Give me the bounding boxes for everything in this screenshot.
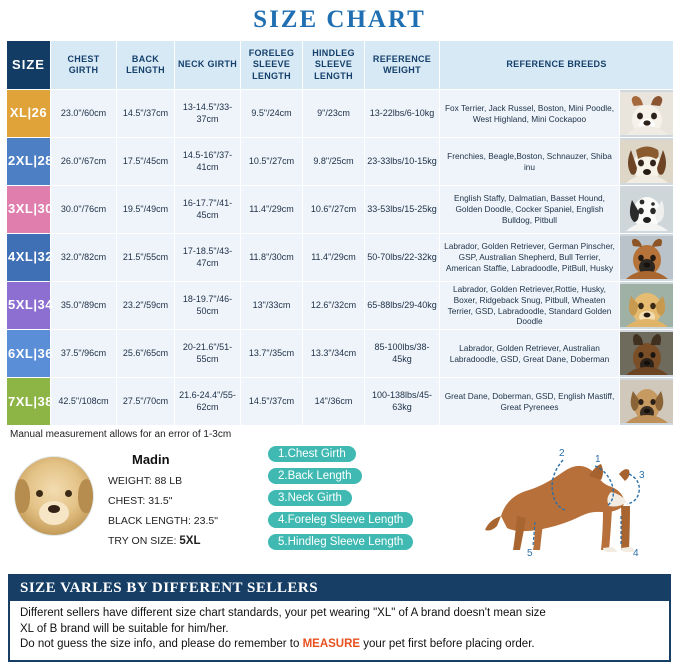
table-row [7, 234, 674, 282]
pet-chest: CHEST: 31.5" [108, 495, 173, 508]
footer-line-3-pre: Do not guess the size info, and please do remember to [20, 638, 303, 651]
cell-foreleg: 11.8"/30cm [241, 234, 303, 282]
cell-weight: 13-22lbs/6-10kg [365, 90, 440, 138]
cell-back: 19.5"/49cm [117, 186, 175, 234]
cell-breeds: Labrador, Golden Retriever,Rottie, Husky, Boxer, Ridgeback Snug, Pitbull, Wheaten Terrier, GSD, Labradoodle, Standard Golden Doodle [440, 282, 620, 330]
cell-back: 23.2"/59cm [117, 282, 175, 330]
cell-hindleg: 9.8"/25cm [303, 138, 365, 186]
cell-dog-photo [620, 234, 674, 282]
cell-chest: 23.0"/60cm [51, 90, 117, 138]
footer-body [10, 601, 669, 660]
page-title: SIZE CHART [253, 6, 426, 33]
dog-photo-boxer [620, 236, 673, 279]
table-row [7, 378, 674, 426]
cell-breeds: Labrador, Golden Retriever, German Pinscher, GSP, Australian Shepherd, Bull Terrier, American Staffie, Labradoodle, PitBull, Husky [440, 234, 620, 282]
size-table [6, 40, 674, 426]
cell-foreleg: 9.5"/24cm [241, 90, 303, 138]
cell-neck: 17-18.5"/43-47cm [175, 234, 241, 282]
cell-back: 25.6"/65cm [117, 330, 175, 378]
cell-hindleg: 9"/23cm [303, 90, 365, 138]
dog-photo-golden-retriever [620, 284, 673, 327]
svg-text:3: 3 [639, 470, 645, 482]
svg-text:4: 4 [633, 548, 639, 560]
cell-dog-photo [620, 90, 674, 138]
pet-back-length: BLACK LENGTH: 23.5" [108, 515, 218, 528]
cell-weight: 33-53lbs/15-25kg [365, 186, 440, 234]
table-row [7, 90, 674, 138]
cell-foreleg: 11.4"/29cm [241, 186, 303, 234]
cell-back: 17.5"/45cm [117, 138, 175, 186]
cell-dog-photo [620, 378, 674, 426]
cell-chest: 42.5"/108cm [51, 378, 117, 426]
legend-back-length: 2.Back Length [268, 468, 362, 484]
cell-foreleg: 13"/33cm [241, 282, 303, 330]
dog-measurement-diagram [443, 444, 673, 568]
cell-size: 5XL|34 [7, 282, 51, 330]
cell-neck: 20-21.6"/51-55cm [175, 330, 241, 378]
measurement-note: Manual measurement allows for an error of 1-3cm [10, 429, 232, 441]
footer-line-3 [20, 637, 659, 653]
cell-breeds: Fox Terrier, Jack Russel, Boston, Mini Poodle, West Highland, Mini Cockapoo [440, 90, 620, 138]
cell-dog-photo [620, 282, 674, 330]
header-back-length: BACK LENGTH [117, 41, 175, 90]
cell-weight: 50-70lbs/22-32kg [365, 234, 440, 282]
cell-neck: 13-14.5"/33-37cm [175, 90, 241, 138]
cell-back: 14.5"/37cm [117, 90, 175, 138]
dog-photo-german-shepherd [620, 332, 673, 375]
legend-chest-girth: 1.Chest Girth [268, 446, 356, 462]
pet-name: Madin [132, 452, 170, 468]
footer-line-3-post: your pet first before placing order. [360, 638, 535, 651]
cell-size: 3XL|30 [7, 186, 51, 234]
table-row [7, 282, 674, 330]
pet-profile [14, 450, 264, 555]
svg-text:2: 2 [559, 448, 565, 460]
cell-chest: 30.0"/76cm [51, 186, 117, 234]
try-on-size-label: TRY ON SIZE: [108, 535, 177, 548]
cell-weight: 85-100lbs/38-45kg [365, 330, 440, 378]
cell-hindleg: 11.4"/29cm [303, 234, 365, 282]
cell-back: 21.5"/55cm [117, 234, 175, 282]
header-chest-girth: CHEST GIRTH [51, 41, 117, 90]
legend-foreleg-sleeve-length: 4.Foreleg Sleeve Length [268, 512, 413, 528]
cell-neck: 14.5-16"/37-41cm [175, 138, 241, 186]
cell-hindleg: 10.6"/27cm [303, 186, 365, 234]
cell-dog-photo [620, 138, 674, 186]
legend-hindleg-sleeve-length: 5.Hindleg Sleeve Length [268, 534, 413, 550]
cell-size: XL|26 [7, 90, 51, 138]
cell-weight: 65-88lbs/29-40kg [365, 282, 440, 330]
footer-measure-highlight: MEASURE [302, 638, 361, 651]
cell-chest: 35.0"/89cm [51, 282, 117, 330]
header-size: SIZE [7, 41, 51, 90]
cell-foreleg: 14.5"/37cm [241, 378, 303, 426]
measurement-legend [268, 444, 448, 554]
cell-back: 27.5"/70cm [117, 378, 175, 426]
dog-photo-jack-russell-terrier [620, 92, 673, 135]
dog-photo-great-dane [620, 380, 673, 423]
header-foreleg-sleeve-length: FORELEG SLEEVE LENGTH [241, 41, 303, 90]
cell-breeds: Frenchies, Beagle,Boston, Schnauzer, Shiba inu [440, 138, 620, 186]
legend-neck-girth: 3.Neck Girth [268, 490, 352, 506]
header-neck-girth: NECK GIRTH [175, 41, 241, 90]
cell-size: 4XL|32 [7, 234, 51, 282]
cell-size: 7XL|38 [7, 378, 51, 426]
header-reference-breeds: REFERENCE BREEDS [440, 41, 674, 90]
seller-size-warning [8, 574, 671, 662]
avatar [14, 456, 94, 536]
cell-breeds: Great Dane, Doberman, GSD, English Mastiff, Great Pyrenees [440, 378, 620, 426]
cell-neck: 18-19.7"/46-50cm [175, 282, 241, 330]
cell-foreleg: 10.5"/27cm [241, 138, 303, 186]
cell-dog-photo [620, 186, 674, 234]
cell-breeds: Labrador, Golden Retriever, Australian Labradoodle, GSD, Great Dane, Doberman [440, 330, 620, 378]
cell-size: 2XL|28 [7, 138, 51, 186]
dog-photo-beagle [620, 140, 673, 183]
table-header [7, 41, 674, 90]
table-row [7, 186, 674, 234]
table-body [7, 90, 674, 426]
header-hindleg-sleeve-length: HINDLEG SLEEVE LENGTH [303, 41, 365, 90]
middle-section [0, 442, 679, 570]
cell-chest: 26.0"/67cm [51, 138, 117, 186]
cell-hindleg: 12.6"/32cm [303, 282, 365, 330]
cell-neck: 21.6-24.4"/55-62cm [175, 378, 241, 426]
svg-text:5: 5 [527, 548, 533, 560]
cell-chest: 37.5"/96cm [51, 330, 117, 378]
table-row [7, 138, 674, 186]
cell-foreleg: 13.7"/35cm [241, 330, 303, 378]
pet-weight: WEIGHT: 88 LB [108, 475, 183, 488]
svg-text:1: 1 [595, 454, 601, 466]
cell-chest: 32.0"/82cm [51, 234, 117, 282]
cell-weight: 23-33lbs/10-15kg [365, 138, 440, 186]
pet-try-on-size [108, 535, 264, 547]
try-on-size-value: 5XL [179, 535, 201, 548]
footer-title: SIZE VARLES BY DIFFERENT SELLERS [10, 576, 669, 601]
footer-line-2: XL of B brand will be suitable for him/her. [20, 622, 229, 635]
cell-neck: 16-17.7"/41-45cm [175, 186, 241, 234]
cell-breeds: English Staffy, Dalmatian, Basset Hound, Golden Doodle, Cocker Spaniel, English Bulldog, Pitbull [440, 186, 620, 234]
cell-weight: 100-138lbs/45-63kg [365, 378, 440, 426]
dog-photo-dalmatian [620, 188, 673, 231]
cell-dog-photo [620, 330, 674, 378]
table-row [7, 330, 674, 378]
cell-hindleg: 14"/36cm [303, 378, 365, 426]
header-reference-weight: REFERENCE WEIGHT [365, 41, 440, 90]
cell-size: 6XL|36 [7, 330, 51, 378]
size-table-container [6, 40, 673, 426]
cell-hindleg: 13.3"/34cm [303, 330, 365, 378]
footer-line-1: Different sellers have different size chart standards, your pet wearing "XL" of A brand doesn't mean size [20, 607, 546, 620]
